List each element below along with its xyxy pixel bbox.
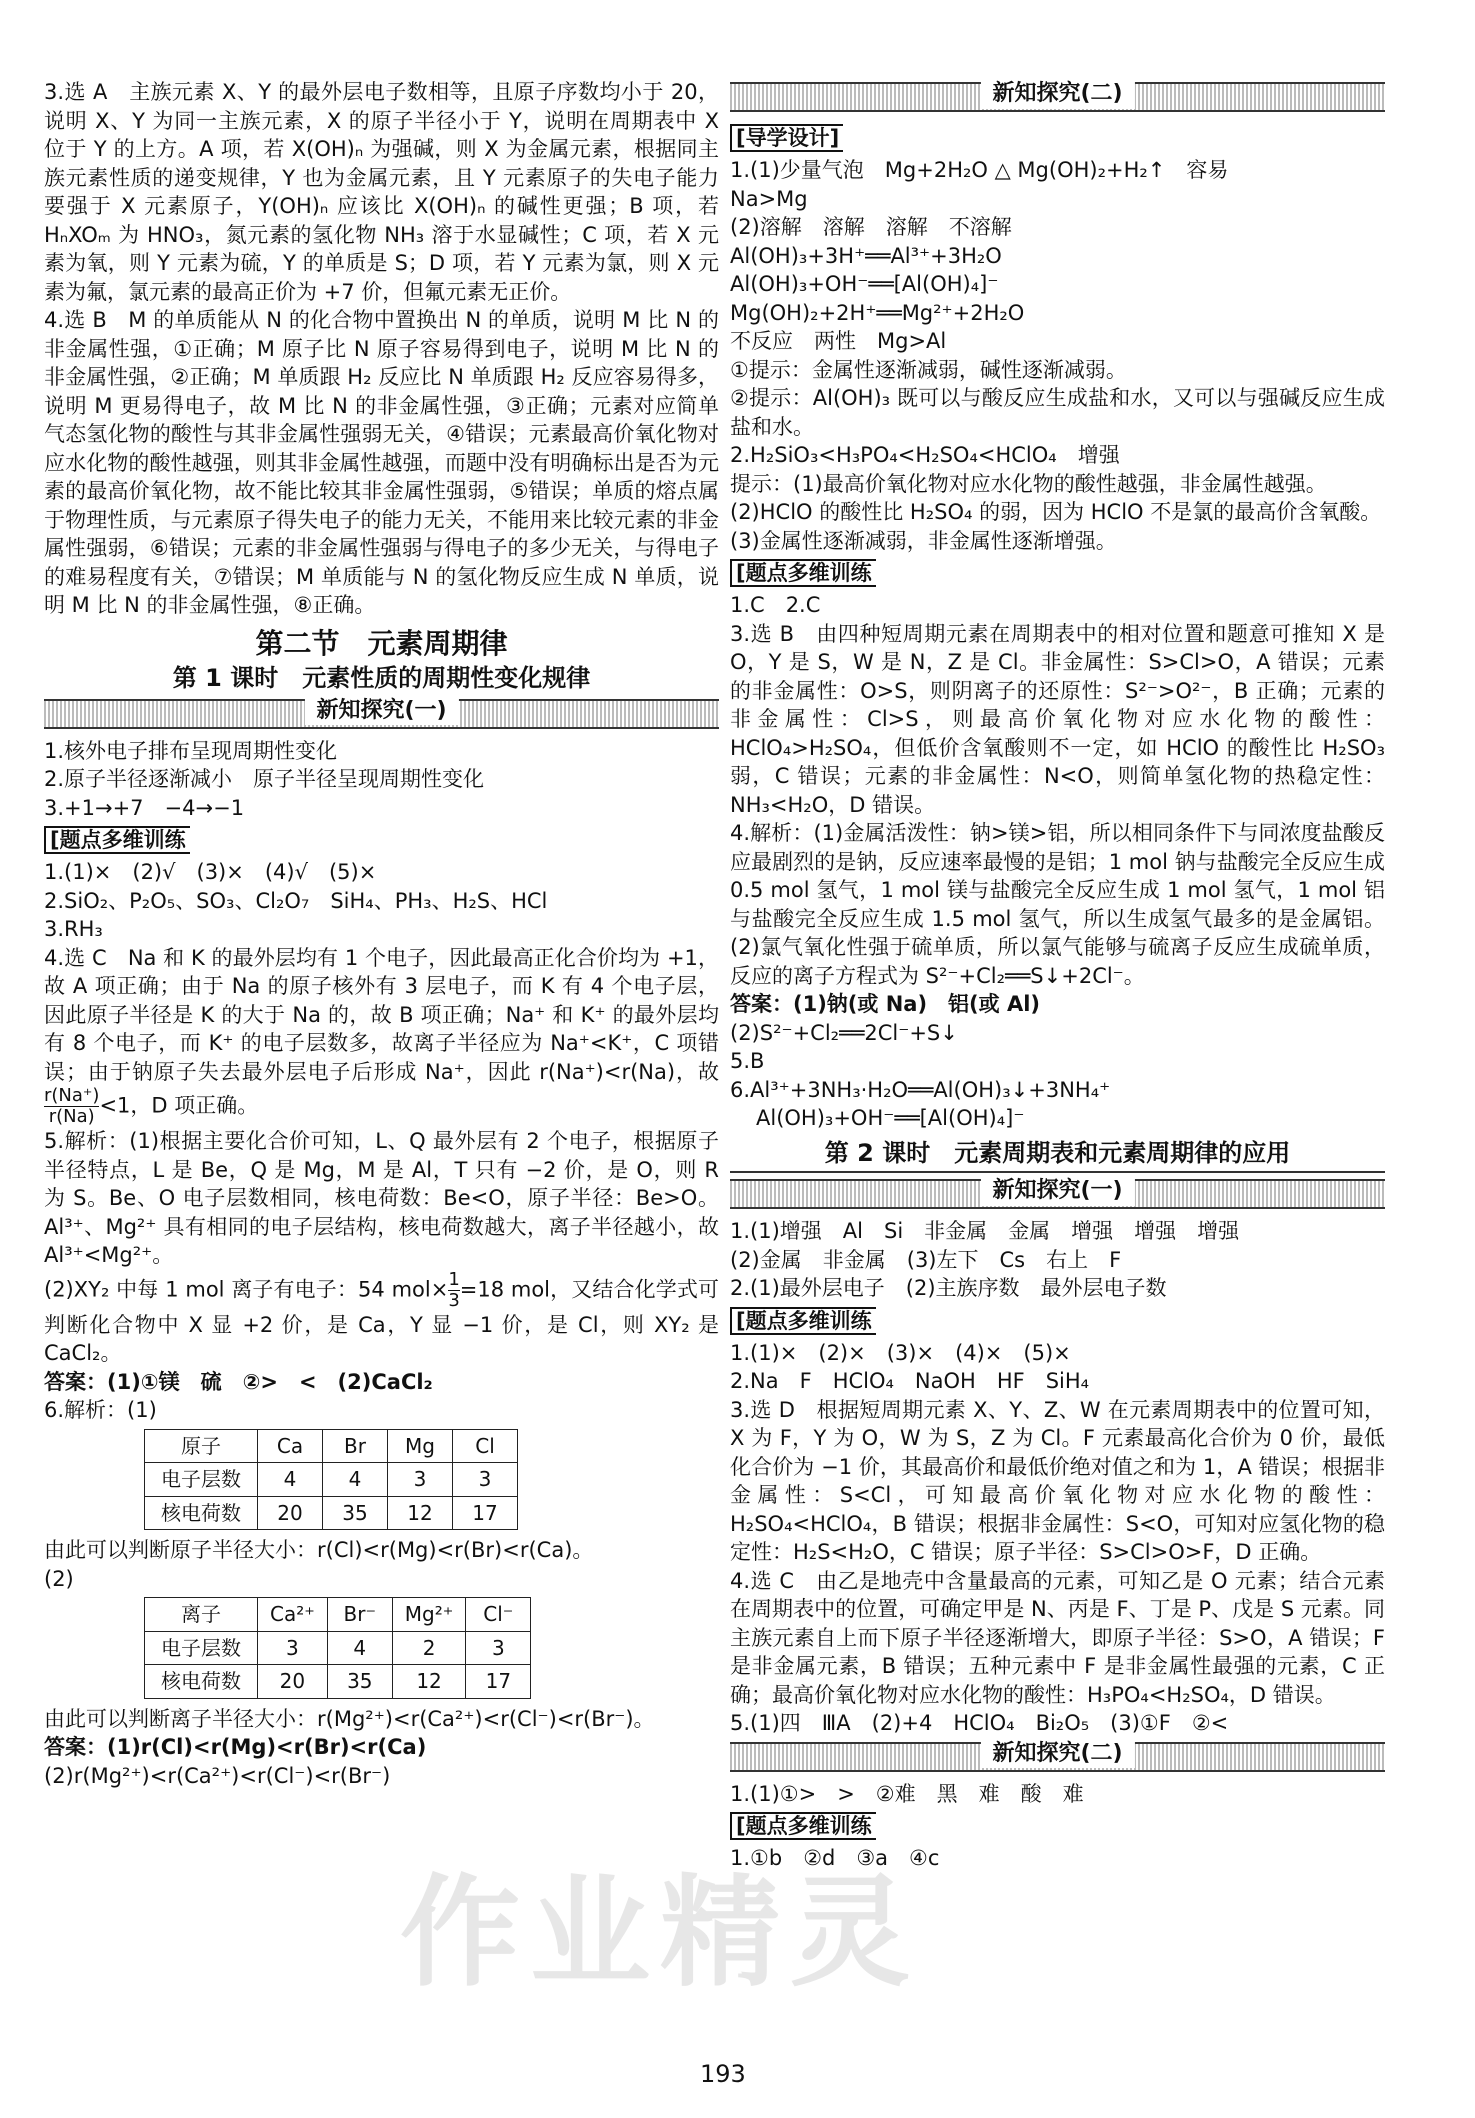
t3: 3.RH₃ bbox=[44, 917, 103, 941]
d7: ①提示：金属性逐渐减弱，碱性逐渐减弱。 bbox=[730, 357, 1127, 382]
d12: (3)金属性逐渐减弱，非金属性逐渐增强。 bbox=[730, 528, 1117, 553]
table-cell: Cl bbox=[453, 1429, 518, 1463]
table-cell: 17 bbox=[453, 1496, 518, 1530]
t1: 1.(1)× (2)√ (3)× (4)√ (5)× bbox=[44, 860, 377, 884]
table-cell: Mg²⁺ bbox=[392, 1598, 466, 1632]
k1: 1.核外电子排布呈现周期性变化 bbox=[44, 738, 338, 763]
table-cell: 20 bbox=[258, 1665, 328, 1699]
table-cell: 4 bbox=[323, 1463, 388, 1497]
g5: 5.(1)四 ⅢA (2)+4 HClO₄ Bi₂O₅ (3)①F ②< bbox=[730, 1711, 1229, 1735]
t6-end: 由此可以判断离子半径大小：r(Mg²⁺)<r(Ca²⁺)<r(Cl⁻)<r(Br⁻)。 bbox=[44, 1706, 655, 1731]
table-cell: Mg bbox=[388, 1429, 453, 1463]
e4: 4.解析：(1)金属活泼性：钠>镁>铝，所以相同条件下与同浓度盐酸反应最剧烈的是钠，反应速率最慢的是铝；1 mol 钠与盐酸完全反应生成 0.5 mol 氢气，1 mol 镁与盐酸完全反应生成 1 mol 氢气，1 mol 铝与盐酸完全反应生成 1.5 mol 氢气，所以生成氢气最多的是金属铝。(2)氯气氧化性强于硫单质，所以氯气能够与硫离子反应生成硫单质，反应的离子方程式为 S²⁻+Cl₂══S↓+2Cl⁻。 bbox=[730, 821, 1385, 988]
t2: 2.SiO₂、P₂O₅、SO₃、Cl₂O₇ SiH₄、PH₃、H₂S、HCl bbox=[44, 888, 548, 913]
f3: 2.(1)最外层电子 (2)主族序数 最外层电子数 bbox=[730, 1276, 1167, 1300]
tag-training: [题点多维训练 bbox=[730, 559, 876, 587]
table-row bbox=[145, 1463, 518, 1497]
tag-training: [题点多维训练 bbox=[44, 826, 190, 854]
t6-answer-2: (2)r(Mg²⁺)<r(Ca²⁺)<r(Cl⁻)<r(Br⁻) bbox=[44, 1763, 391, 1788]
lesson1-title: 第 1 课时 元素性质的周期性变化规律 bbox=[172, 664, 591, 692]
ion-table bbox=[144, 1597, 531, 1699]
t5-answer: 答案：(1)①镁 硫 ②> < (2)CaCl₂ bbox=[44, 1369, 433, 1394]
t6-label2: (2) bbox=[44, 1566, 74, 1591]
watermark: 作业精灵 bbox=[400, 1864, 920, 2003]
k3: 3.+1→+7 −4→−1 bbox=[44, 795, 245, 820]
d1b: Na>Mg bbox=[730, 186, 808, 211]
table-cell: 4 bbox=[327, 1631, 392, 1665]
banner-label: 新知探究(一) bbox=[304, 697, 458, 726]
lesson2-title: 第 2 课时 元素周期表和元素周期律的应用 bbox=[730, 1139, 1385, 1174]
page-number: 193 bbox=[700, 2060, 746, 2088]
banner-label: 新知探究(一) bbox=[980, 1177, 1134, 1206]
table-cell: 2 bbox=[392, 1631, 466, 1665]
fraction: $\frac{r(Na^+)}{r(Na)}$ bbox=[44, 1085, 100, 1127]
g4: 4.选 C 由乙是地壳中含量最高的元素，可知乙是 O 元素；结合元素在周期表中的位置，可确定甲是 N、丙是 F、丁是 P、戊是 S 元素。同主族元素自上而下原子半径逐渐增大，即原子半径：S>O，A 错误；F 是非金属元素，B 错误；五种元素中 F 是非金属性最强的元素，C 正确；最高价氧化物对应水化物的酸性：H₃PO₄<H₂SO₄，D 错误。 bbox=[730, 1568, 1385, 1707]
banner-label: 新知探究(二) bbox=[980, 80, 1134, 109]
left-q4: 4.选 B M 的单质能从 N 的化合物中置换出 N 的单质，说明 M 比 N 的非金属性强，①正确；M 原子比 N 原子容易得到电子，说明 M 比 N 的非金属性强，②正确；M 单质跟 H₂ 反应比 N 单质跟 H₂ 反应容易得多，说明 M 更易得电子，故 M 比 N 的非金属性强，③正确；元素对应简单气态氢化物的酸性与其非金属性强弱无关，④错误；元素最高价氧化物对应水化物的酸性越强，则其非金属性越强，而题中没有明确标出是否为元素的最高价氧化物，故不能比较其非金属性强弱，⑤错误；单质的熔点属于物理性质，与元素原子得失电子的能力无关，不能用来比较元素的非金属性强弱，⑥错误；元素的非金属性强弱与得电子的多少无关，与得电子的难易程度有关，⑦错误；M 单质能与 N 的氢化物反应生成 N 单质，说明 M 比 N 的非金属性强，⑧正确。 bbox=[44, 308, 719, 617]
left-column bbox=[44, 78, 719, 1790]
table-cell: 35 bbox=[323, 1496, 388, 1530]
t6-answer-1: 答案：(1)r(Cl)<r(Mg)<r(Br)<r(Ca) bbox=[44, 1735, 427, 1759]
left-q3: 3.选 A 主族元素 X、Y 的最外层电子数相等，且原子序数均小于 20，说明 X、Y 为同一主族元素，X 的原子半径小于 Y，说明在周期表中 X 位于 Y 的上方。A 项，若 X(OH)ₙ 为强碱，则 X 为金属元素，根据同主族元素性质的递变规律，Y 也为金属元素，且 Y 元素原子的失电子能力要强于 X 元素原子，Y(OH)ₙ 应该比 X(OH)ₙ 的碱性更强；B 项，若 HₙXOₘ 为 HNO₃，氮元素的氢化物 NH₃ 溶于水显碱性；C 项，若 X 元素为氧，则 Y 元素为硫，Y 的单质是 S；D 项，若 Y 元素为氯，则 X 元素为氟，氯元素的最高正价为 +7 价，但氟元素无正价。 bbox=[44, 80, 719, 304]
table-cell: 3 bbox=[258, 1631, 328, 1665]
d8: ②提示：Al(OH)₃ 既可以与酸反应生成盐和水，又可以与强碱反应生成盐和水。 bbox=[730, 386, 1385, 439]
f2: (2)金属 非金属 (3)左下 Cs 右上 F bbox=[730, 1247, 1122, 1272]
table-cell: 12 bbox=[388, 1496, 453, 1530]
table-cell: 3 bbox=[466, 1631, 531, 1665]
table-cell: 离子 bbox=[145, 1598, 258, 1632]
atom-table bbox=[144, 1429, 518, 1531]
k2: 2.原子半径逐渐减小 原子半径呈现周期性变化 bbox=[44, 767, 485, 791]
table-cell: 20 bbox=[258, 1496, 323, 1530]
h1: 1.(1)①> > ②难 黑 难 酸 难 bbox=[730, 1781, 1084, 1806]
banner-xinzhi-2 bbox=[730, 82, 1385, 112]
d1: 1.(1)少量气泡 Mg+2H₂O △ Mg(OH)₂+H₂↑ 容易 bbox=[730, 158, 1229, 182]
table-row bbox=[145, 1429, 518, 1463]
e6b: Al(OH)₃+OH⁻══[Al(OH)₄]⁻ bbox=[756, 1106, 1025, 1130]
d4: Al(OH)₃+OH⁻══[Al(OH)₄]⁻ bbox=[730, 272, 999, 296]
table-cell: 3 bbox=[453, 1463, 518, 1497]
banner-xinzhi-4 bbox=[730, 1742, 1385, 1772]
table-row bbox=[145, 1665, 531, 1699]
e3: 3.选 B 由四种短周期元素在周期表中的相对位置和题意可推知 X 是 O，Y 是 S，W 是 N，Z 是 Cl。非金属性：S>Cl>O，A 错误；元素的非金属性：O>S，则阴离子的还原性：S²⁻>O²⁻，B 正确；元素的非金属性：Cl>S，则最高价氧化物对应水化物的酸性：HClO₄>H₂SO₄，但低价含氧酸则不一定，如 HClO 的酸性比 H₂SO₃ 弱，C 错误；元素的非金属性：N<O，则简单氢化物的热稳定性：NH₃<H₂O，D 错误。 bbox=[730, 621, 1385, 817]
g2: 2.Na F HClO₄ NaOH HF SiH₄ bbox=[730, 1369, 1090, 1393]
h2: 1.①b ②d ③a ④c bbox=[730, 1846, 940, 1870]
t6-label: 6.解析：(1) bbox=[44, 1398, 157, 1422]
table-cell: 12 bbox=[392, 1665, 466, 1699]
table-cell: 35 bbox=[327, 1665, 392, 1699]
table-cell: Ca²⁺ bbox=[258, 1598, 328, 1632]
banner-xinzhi-1 bbox=[44, 699, 719, 729]
fraction: $\frac{1}{3}$ bbox=[448, 1268, 460, 1311]
f1: 1.(1)增强 Al Si 非金属 金属 增强 增强 增强 bbox=[730, 1219, 1240, 1243]
table-cell: 3 bbox=[388, 1463, 453, 1497]
table-cell: 核电荷数 bbox=[145, 1665, 258, 1699]
table-cell: Ca bbox=[258, 1429, 323, 1463]
right-column bbox=[730, 78, 1385, 1873]
table-cell: 电子层数 bbox=[145, 1631, 258, 1665]
table-cell: 原子 bbox=[145, 1429, 258, 1463]
e1: 1.C 2.C bbox=[730, 593, 821, 617]
t4: 4.选 C Na 和 K 的最外层均有 1 个电子，因此最高正化合价均为 +1，故 A 项正确；由于 Na 的原子核外有 3 层电子，而 K 有 4 个电子层，因此原子半径是 K 的大于 Na 的，故 B 项正确；Na⁺ 和 K⁺ 的最外层均有 8 个电子，而 K⁺ 的电子层数多，故离子半径应为 Na⁺<K⁺，C 项错误；由于钠原子失去最外层电子后形成 Na⁺，因此 r(Na⁺)<r(Na)，故 $\frac{r(Na^+)}{r(Na)}$ <1，D 项正确。 bbox=[44, 945, 719, 1127]
table-cell: Cl⁻ bbox=[466, 1598, 531, 1632]
d3: Al(OH)₃+3H⁺══Al³⁺+3H₂O bbox=[730, 243, 1002, 268]
table-cell: 4 bbox=[258, 1463, 323, 1497]
table-cell: Br bbox=[323, 1429, 388, 1463]
d2: (2)溶解 溶解 溶解 不溶解 bbox=[730, 215, 1012, 239]
d9: 2.H₂SiO₃<H₃PO₄<H₂SO₄<HClO₄ 增强 bbox=[730, 443, 1120, 467]
table-cell: Br⁻ bbox=[327, 1598, 392, 1632]
d11: (2)HClO 的酸性比 H₂SO₄ 的弱，因为 HClO 不是氯的最高价含氧酸。 bbox=[730, 500, 1382, 524]
tag-training: [题点多维训练 bbox=[730, 1307, 876, 1335]
table-row bbox=[145, 1496, 518, 1530]
e4-answer-2: (2)S²⁻+Cl₂══2Cl⁻+S↓ bbox=[730, 1020, 958, 1045]
t5a: 5.解析：(1)根据主要化合价可知，L、Q 最外层有 2 个电子，根据原子半径特点，L 是 Be，Q 是 Mg，M 是 Al，T 只有 −2 价，是 O，则 R 为 S。Be、O 电子层数相同，核电荷数：Be<O，原子半径：Be>O。Al³⁺、Mg²⁺ 具有相同的电子层结构，核电荷数越大，离子半径越小，故 Al³⁺<Mg²⁺。 bbox=[44, 1129, 719, 1267]
e6: 6.Al³⁺+3NH₃·H₂O══Al(OH)₃↓+3NH₄⁺ bbox=[730, 1077, 1111, 1102]
banner-label: 新知探究(二) bbox=[980, 1740, 1134, 1769]
g1: 1.(1)× (2)× (3)× (4)× (5)× bbox=[730, 1340, 1071, 1365]
tag-training: [题点多维训练 bbox=[730, 1812, 876, 1840]
d10: 提示：(1)最高价氧化物对应水化物的酸性越强，非金属性越强。 bbox=[730, 471, 1327, 496]
g3: 3.选 D 根据短周期元素 X、Y、Z、W 在元素周期表中的位置可知，X 为 F，Y 为 O，W 为 S，Z 为 Cl。F 元素最高化合价为 0 价，最低化合价为 −1 价，其最高价和最低价绝对值之和为 1，A 错误；根据非金属性：S<Cl，可知最高价氧化物对应水化物的酸性：H₂SO₄<HClO₄，B 错误；根据非金属性：S<O，可知对应氢化物的稳定性：H₂S<H₂O，C 错误；原子半径：S>Cl>O>F，D 正确。 bbox=[730, 1397, 1385, 1564]
table-cell: 17 bbox=[466, 1665, 531, 1699]
banner-xinzhi-3 bbox=[730, 1179, 1385, 1209]
table-row bbox=[145, 1598, 531, 1632]
t5b: (2)XY₂ 中每 1 mol 离子有电子：54 mol× $\frac{1}{3}$ =18 mol，又结合化学式可判断化合物中 X 显 +2 价，是 Ca，Y 显 −1 价，是 Cl，则 XY₂ 是 CaCl₂。 bbox=[44, 1268, 719, 1365]
table-row bbox=[145, 1631, 531, 1665]
e5: 5.B bbox=[730, 1049, 765, 1073]
section-title: 第二节 元素周期律 bbox=[255, 626, 508, 660]
e4-answer: 答案：(1)钠(或 Na) 铝(或 Al) bbox=[730, 992, 1041, 1016]
d5: Mg(OH)₂+2H⁺══Mg²⁺+2H₂O bbox=[730, 300, 1025, 325]
t6-mid: 由此可以判断原子半径大小：r(Cl)<r(Mg)<r(Br)<r(Ca)。 bbox=[44, 1538, 594, 1562]
d6: 不反应 两性 Mg>Al bbox=[730, 329, 947, 353]
table-cell: 电子层数 bbox=[145, 1463, 258, 1497]
table-cell: 核电荷数 bbox=[145, 1496, 258, 1530]
tag-guide: [导学设计] bbox=[730, 124, 843, 152]
